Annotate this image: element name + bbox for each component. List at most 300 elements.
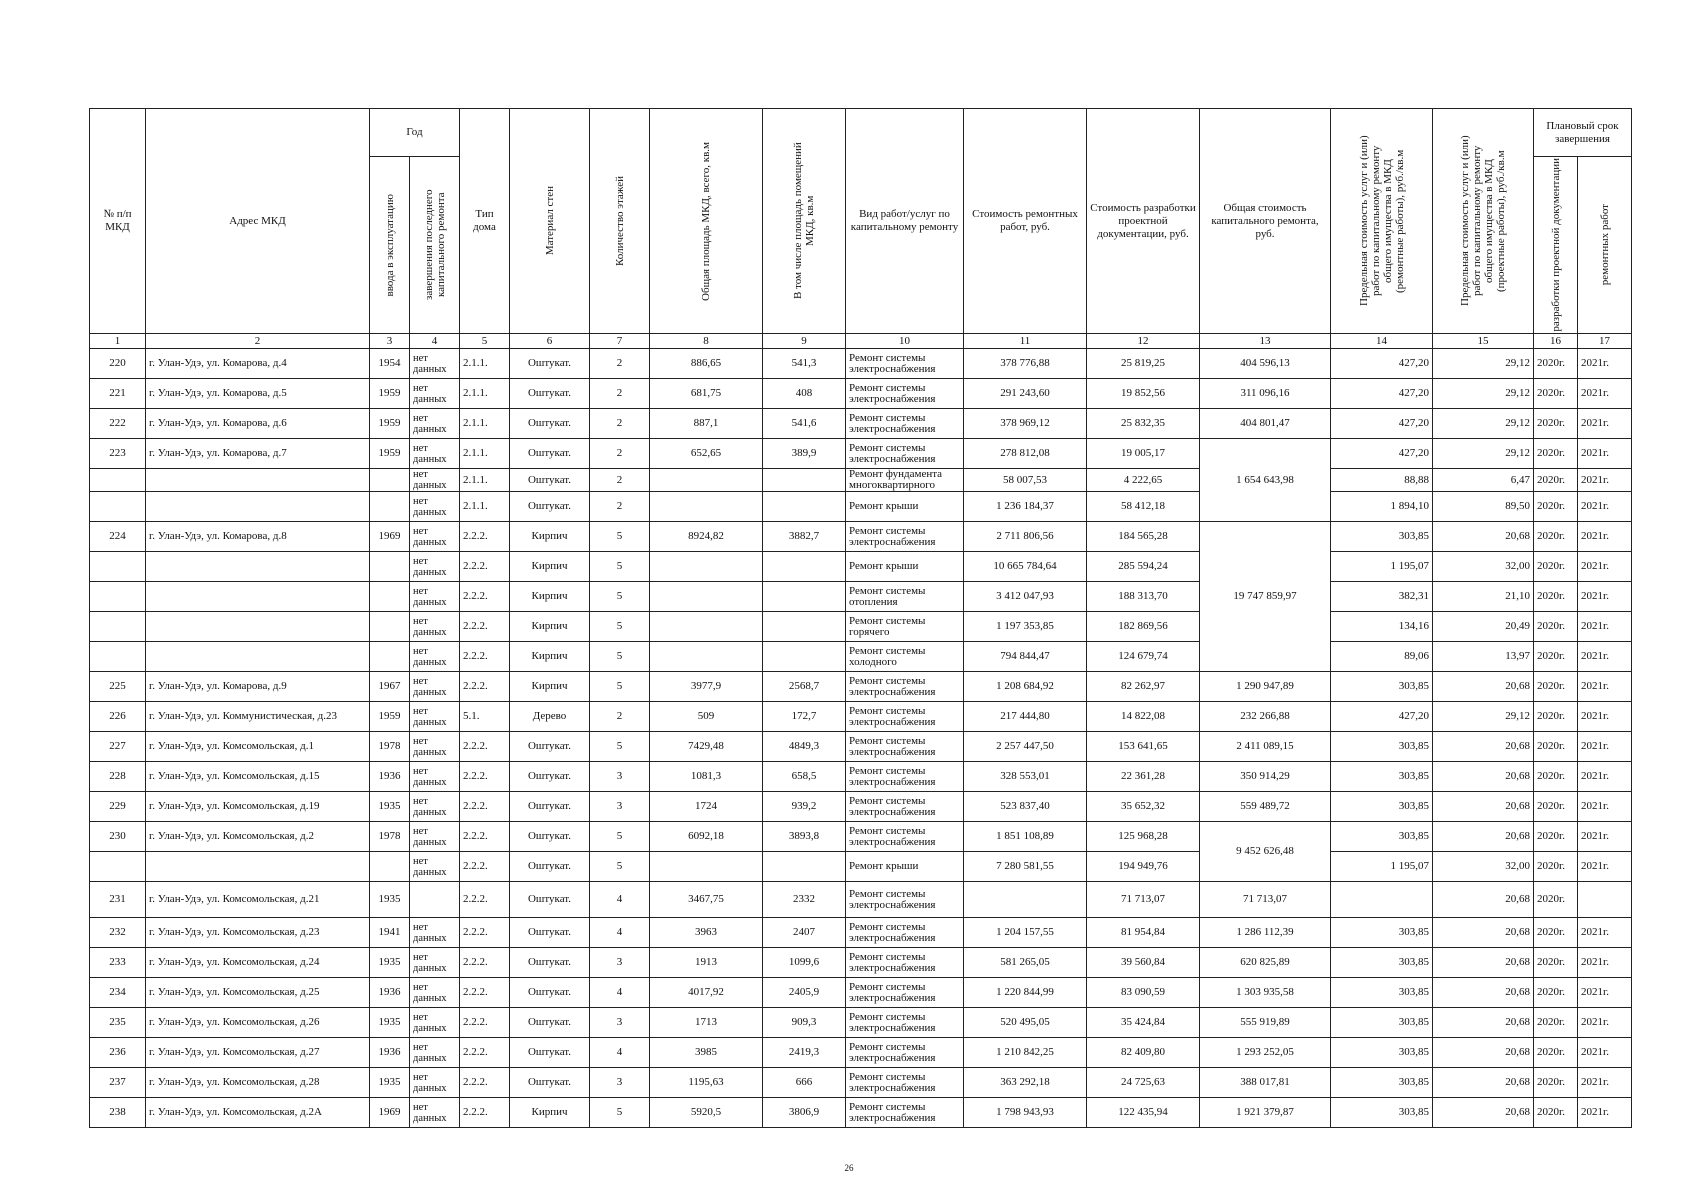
- cell-repair-cost: 1 197 353,85: [964, 612, 1087, 642]
- cell-year-last-repair: нет данных: [410, 762, 460, 792]
- cell-floors: 5: [590, 522, 650, 552]
- cell-repair-cost: 1 798 943,93: [964, 1098, 1087, 1128]
- cell-limit-design: 20,68: [1433, 792, 1534, 822]
- cell-limit-repair: 303,85: [1331, 672, 1433, 702]
- cell-address: г. Улан-Удэ, ул. Комсомольская, д.23: [146, 918, 370, 948]
- cell-address: г. Улан-Удэ, ул. Коммунистическая, д.23: [146, 702, 370, 732]
- cell-design-cost: 81 954,84: [1087, 918, 1200, 948]
- cell-total-area: 7429,48: [650, 732, 763, 762]
- cell-floors: 3: [590, 1008, 650, 1038]
- cell-address: [146, 492, 370, 522]
- cell-work-type: Ремонт крыши: [846, 552, 964, 582]
- cell-house-type: 2.2.2.: [460, 1038, 510, 1068]
- cell-year-commission: [370, 469, 410, 492]
- header-year-commission-text: ввода в эксплуатацию: [383, 193, 396, 297]
- cell-premises-area: [763, 469, 846, 492]
- cell-year-commission: 1967: [370, 672, 410, 702]
- cell-total-cost: 1 303 935,58: [1200, 978, 1331, 1008]
- cell-deadline-repair: 2021г.: [1578, 672, 1632, 702]
- cell-design-cost: 4 222,65: [1087, 469, 1200, 492]
- cell-design-cost: 184 565,28: [1087, 522, 1200, 552]
- column-number-cell: 7: [590, 334, 650, 349]
- cell-premises-area: 4849,3: [763, 732, 846, 762]
- cell-house-type: 2.2.2.: [460, 1008, 510, 1038]
- cell-limit-repair: 1 195,07: [1331, 552, 1433, 582]
- cell-num: [90, 492, 146, 522]
- table-row: [90, 1098, 1632, 1128]
- cell-repair-cost: 378 776,88: [964, 349, 1087, 379]
- cell-limit-repair: 303,85: [1331, 918, 1433, 948]
- cell-address: [146, 852, 370, 882]
- table-row: [90, 552, 1632, 582]
- table-row: [90, 1038, 1632, 1068]
- cell-floors: 3: [590, 1068, 650, 1098]
- cell-floors: 2: [590, 439, 650, 469]
- cell-total-cost: 232 266,88: [1200, 702, 1331, 732]
- cell-num: 220: [90, 349, 146, 379]
- header-deadline-design-text: разработки проектной документации: [1549, 158, 1562, 332]
- cell-num: 233: [90, 948, 146, 978]
- cell-deadline-design: 2020г.: [1534, 1068, 1578, 1098]
- cell-deadline-design: 2020г.: [1534, 792, 1578, 822]
- cell-wall-material: Оштукат.: [510, 732, 590, 762]
- cell-limit-design: 13,97: [1433, 642, 1534, 672]
- cell-wall-material: Дерево: [510, 702, 590, 732]
- cell-work-type: Ремонт системы электроснабжения: [846, 409, 964, 439]
- cell-work-type: Ремонт системы электроснабжения: [846, 1038, 964, 1068]
- cell-house-type: 2.2.2.: [460, 822, 510, 852]
- cell-year-last-repair: нет данных: [410, 469, 460, 492]
- cell-work-type: Ремонт фундамента многоквартирного: [846, 469, 964, 492]
- cell-total-area: 886,65: [650, 349, 763, 379]
- cell-deadline-repair: 2021г.: [1578, 822, 1632, 852]
- cell-total-cost: 1 921 379,87: [1200, 1098, 1331, 1128]
- cell-house-type: 2.2.2.: [460, 978, 510, 1008]
- cell-year-commission: [370, 612, 410, 642]
- cell-house-type: 2.2.2.: [460, 792, 510, 822]
- cell-wall-material: Оштукат.: [510, 882, 590, 918]
- cell-total-area: 1724: [650, 792, 763, 822]
- cell-premises-area: 408: [763, 379, 846, 409]
- cell-repair-cost: 1 220 844,99: [964, 978, 1087, 1008]
- cell-deadline-design: 2020г.: [1534, 948, 1578, 978]
- cell-year-last-repair: нет данных: [410, 852, 460, 882]
- cell-address: г. Улан-Удэ, ул. Комсомольская, д.1: [146, 732, 370, 762]
- cell-total-cost: 388 017,81: [1200, 1068, 1331, 1098]
- cell-num: 225: [90, 672, 146, 702]
- header-deadline-repair-text: ремонтных работ: [1598, 204, 1611, 286]
- header-num: № п/п МКД: [90, 109, 146, 334]
- cell-premises-area: 3893,8: [763, 822, 846, 852]
- column-number-cell: 10: [846, 334, 964, 349]
- cell-house-type: 2.1.1.: [460, 349, 510, 379]
- table-row: [90, 582, 1632, 612]
- cell-year-commission: [370, 582, 410, 612]
- cell-total-cost-merged: 9 452 626,48: [1200, 822, 1331, 882]
- cell-premises-area: 541,6: [763, 409, 846, 439]
- header-repair-cost: Стоимость ремонтных работ, руб.: [964, 109, 1087, 334]
- cell-work-type: Ремонт крыши: [846, 492, 964, 522]
- cell-design-cost: 125 968,28: [1087, 822, 1200, 852]
- cell-deadline-design: 2020г.: [1534, 612, 1578, 642]
- table-row: [90, 852, 1632, 882]
- cell-total-area: 3985: [650, 1038, 763, 1068]
- cell-repair-cost: 278 812,08: [964, 439, 1087, 469]
- cell-total-area: 1195,63: [650, 1068, 763, 1098]
- cell-year-commission: 1936: [370, 1038, 410, 1068]
- page-number: 26: [844, 1163, 854, 1173]
- cell-repair-cost: 2 257 447,50: [964, 732, 1087, 762]
- cell-deadline-repair: 2021г.: [1578, 409, 1632, 439]
- cell-year-last-repair: нет данных: [410, 1098, 460, 1128]
- cell-num: [90, 612, 146, 642]
- cell-deadline-design: 2020г.: [1534, 978, 1578, 1008]
- cell-year-last-repair: нет данных: [410, 978, 460, 1008]
- cell-limit-design: 20,68: [1433, 672, 1534, 702]
- cell-total-area: [650, 642, 763, 672]
- table-row: [90, 522, 1632, 552]
- header-limit-design-text: Предельная стоимость услуг и (или) работ по капитальному ремонту общего имущества в МКД (проектные работы), руб./кв.м: [1459, 135, 1507, 307]
- cell-num: [90, 642, 146, 672]
- cell-address: г. Улан-Удэ, ул. Комарова, д.8: [146, 522, 370, 552]
- cell-deadline-design: 2020г.: [1534, 732, 1578, 762]
- cell-house-type: 2.2.2.: [460, 552, 510, 582]
- header-limit-repair-text: Предельная стоимость услуг и (или) работ по капитальному ремонту общего имущества в МКД (ремонтные работы), руб./кв.м: [1357, 135, 1406, 307]
- cell-design-cost: 122 435,94: [1087, 1098, 1200, 1128]
- table-row: [90, 612, 1632, 642]
- cell-total-cost: 2 411 089,15: [1200, 732, 1331, 762]
- column-number-cell: 17: [1578, 334, 1632, 349]
- cell-work-type: Ремонт системы горячего: [846, 612, 964, 642]
- cell-wall-material: Оштукат.: [510, 822, 590, 852]
- cell-floors: 5: [590, 822, 650, 852]
- cell-total-area: [650, 582, 763, 612]
- cell-limit-repair: 303,85: [1331, 732, 1433, 762]
- cell-floors: 5: [590, 732, 650, 762]
- cell-total-area: 8924,82: [650, 522, 763, 552]
- cell-work-type: Ремонт системы электроснабжения: [846, 702, 964, 732]
- cell-total-cost: 71 713,07: [1200, 882, 1331, 918]
- cell-premises-area: 3882,7: [763, 522, 846, 552]
- cell-wall-material: Оштукат.: [510, 439, 590, 469]
- cell-design-cost: 14 822,08: [1087, 702, 1200, 732]
- cell-limit-design: 29,12: [1433, 379, 1534, 409]
- cell-address: г. Улан-Удэ, ул. Комсомольская, д.28: [146, 1068, 370, 1098]
- cell-deadline-repair: 2021г.: [1578, 522, 1632, 552]
- cell-repair-cost: 3 412 047,93: [964, 582, 1087, 612]
- cell-year-commission: 1959: [370, 702, 410, 732]
- cell-total-cost: 1 290 947,89: [1200, 672, 1331, 702]
- cell-work-type: Ремонт системы электроснабжения: [846, 948, 964, 978]
- table-row: [90, 792, 1632, 822]
- cell-design-cost: 194 949,76: [1087, 852, 1200, 882]
- header-year-commission: [370, 157, 410, 334]
- cell-address: г. Улан-Удэ, ул. Комсомольская, д.19: [146, 792, 370, 822]
- header-total-area: [650, 109, 763, 334]
- cell-wall-material: Кирпич: [510, 642, 590, 672]
- cell-repair-cost: 58 007,53: [964, 469, 1087, 492]
- cell-limit-design: 20,68: [1433, 918, 1534, 948]
- table-row: [90, 702, 1632, 732]
- cell-repair-cost: 378 969,12: [964, 409, 1087, 439]
- cell-wall-material: Кирпич: [510, 672, 590, 702]
- cell-year-last-repair: нет данных: [410, 552, 460, 582]
- header-premises-area: [763, 109, 846, 334]
- cell-total-area: 3977,9: [650, 672, 763, 702]
- cell-wall-material: Оштукат.: [510, 948, 590, 978]
- cell-premises-area: [763, 642, 846, 672]
- cell-year-last-repair: [410, 882, 460, 918]
- cell-premises-area: 172,7: [763, 702, 846, 732]
- cell-floors: 4: [590, 978, 650, 1008]
- cell-deadline-repair: 2021г.: [1578, 852, 1632, 882]
- cell-num: 237: [90, 1068, 146, 1098]
- header-work-type: Вид работ/услуг по капитальному ремонту: [846, 109, 964, 334]
- cell-wall-material: Оштукат.: [510, 469, 590, 492]
- table-row: [90, 978, 1632, 1008]
- header-deadline-repair: [1578, 157, 1632, 334]
- cell-work-type: Ремонт системы электроснабжения: [846, 439, 964, 469]
- cell-year-commission: [370, 852, 410, 882]
- cell-deadline-repair: 2021г.: [1578, 439, 1632, 469]
- column-number-cell: 16: [1534, 334, 1578, 349]
- table-row: [90, 732, 1632, 762]
- cell-floors: 5: [590, 612, 650, 642]
- cell-work-type: Ремонт системы электроснабжения: [846, 1098, 964, 1128]
- cell-work-type: Ремонт системы холодного: [846, 642, 964, 672]
- cell-house-type: 2.2.2.: [460, 612, 510, 642]
- cell-design-cost: 22 361,28: [1087, 762, 1200, 792]
- cell-address: г. Улан-Удэ, ул. Комсомольская, д.2А: [146, 1098, 370, 1128]
- cell-floors: 2: [590, 492, 650, 522]
- cell-wall-material: Кирпич: [510, 1098, 590, 1128]
- column-number-cell: 12: [1087, 334, 1200, 349]
- cell-work-type: Ремонт системы электроснабжения: [846, 1068, 964, 1098]
- cell-year-last-repair: нет данных: [410, 702, 460, 732]
- cell-limit-design: 32,00: [1433, 852, 1534, 882]
- cell-total-area: 681,75: [650, 379, 763, 409]
- cell-address: г. Улан-Удэ, ул. Комсомольская, д.21: [146, 882, 370, 918]
- cell-address: г. Улан-Удэ, ул. Комсомольская, д.26: [146, 1008, 370, 1038]
- header-floors-text: Количество этажей: [613, 175, 626, 267]
- cell-total-cost: 350 914,29: [1200, 762, 1331, 792]
- cell-limit-repair: 303,85: [1331, 1068, 1433, 1098]
- column-number-cell: 4: [410, 334, 460, 349]
- cell-total-cost: 620 825,89: [1200, 948, 1331, 978]
- cell-year-last-repair: нет данных: [410, 612, 460, 642]
- cell-deadline-repair: 2021г.: [1578, 492, 1632, 522]
- cell-limit-repair: 88,88: [1331, 469, 1433, 492]
- cell-address: г. Улан-Удэ, ул. Комарова, д.9: [146, 672, 370, 702]
- cell-limit-design: 29,12: [1433, 349, 1534, 379]
- cell-total-cost-merged: 19 747 859,97: [1200, 522, 1331, 672]
- table-row: [90, 762, 1632, 792]
- cell-total-area: [650, 469, 763, 492]
- cell-wall-material: Оштукат.: [510, 1008, 590, 1038]
- cell-num: [90, 552, 146, 582]
- cell-premises-area: 909,3: [763, 1008, 846, 1038]
- cell-wall-material: Оштукат.: [510, 978, 590, 1008]
- table-header: [90, 109, 1632, 349]
- cell-year-last-repair: нет данных: [410, 1038, 460, 1068]
- cell-house-type: 2.2.2.: [460, 918, 510, 948]
- cell-floors: 5: [590, 642, 650, 672]
- cell-limit-repair: 303,85: [1331, 762, 1433, 792]
- header-total-cost: Общая стоимость капитального ремонта, руб.: [1200, 109, 1331, 334]
- capital-repair-table: [89, 108, 1632, 1128]
- cell-limit-repair: 427,20: [1331, 409, 1433, 439]
- column-number-cell: 8: [650, 334, 763, 349]
- cell-deadline-design: 2020г.: [1534, 469, 1578, 492]
- cell-address: г. Улан-Удэ, ул. Комарова, д.6: [146, 409, 370, 439]
- table-row: [90, 379, 1632, 409]
- table-row: [90, 822, 1632, 852]
- cell-limit-repair: 134,16: [1331, 612, 1433, 642]
- cell-premises-area: [763, 552, 846, 582]
- cell-house-type: 2.2.2.: [460, 762, 510, 792]
- cell-year-last-repair: нет данных: [410, 822, 460, 852]
- cell-design-cost: 71 713,07: [1087, 882, 1200, 918]
- cell-repair-cost: 7 280 581,55: [964, 852, 1087, 882]
- cell-repair-cost: 520 495,05: [964, 1008, 1087, 1038]
- cell-house-type: 2.2.2.: [460, 1098, 510, 1128]
- cell-deadline-repair: 2021г.: [1578, 469, 1632, 492]
- cell-house-type: 2.1.1.: [460, 492, 510, 522]
- cell-floors: 2: [590, 409, 650, 439]
- table-row: [90, 1068, 1632, 1098]
- cell-floors: 2: [590, 379, 650, 409]
- cell-deadline-design: 2020г.: [1534, 882, 1578, 918]
- cell-premises-area: 3806,9: [763, 1098, 846, 1128]
- header-wall-material: [510, 109, 590, 334]
- cell-limit-design: 29,12: [1433, 409, 1534, 439]
- cell-year-commission: 1978: [370, 822, 410, 852]
- cell-deadline-repair: 2021г.: [1578, 642, 1632, 672]
- cell-repair-cost: 1 208 684,92: [964, 672, 1087, 702]
- column-number-cell: 11: [964, 334, 1087, 349]
- cell-year-last-repair: нет данных: [410, 948, 460, 978]
- table-row: [90, 439, 1632, 469]
- cell-house-type: 2.2.2.: [460, 948, 510, 978]
- cell-wall-material: Оштукат.: [510, 852, 590, 882]
- cell-premises-area: 1099,6: [763, 948, 846, 978]
- cell-limit-design: 20,68: [1433, 762, 1534, 792]
- cell-deadline-design: 2020г.: [1534, 642, 1578, 672]
- cell-deadline-repair: 2021г.: [1578, 1008, 1632, 1038]
- cell-year-commission: [370, 552, 410, 582]
- cell-wall-material: Оштукат.: [510, 379, 590, 409]
- cell-address: [146, 642, 370, 672]
- column-number-cell: 13: [1200, 334, 1331, 349]
- cell-total-cost: 1 293 252,05: [1200, 1038, 1331, 1068]
- cell-wall-material: Кирпич: [510, 612, 590, 642]
- cell-limit-repair: 427,20: [1331, 702, 1433, 732]
- cell-design-cost: 39 560,84: [1087, 948, 1200, 978]
- table-row: [90, 492, 1632, 522]
- cell-address: г. Улан-Удэ, ул. Комсомольская, д.15: [146, 762, 370, 792]
- cell-work-type: Ремонт системы электроснабжения: [846, 792, 964, 822]
- header-total-area-text: Общая площадь МКД, всего, кв.м: [700, 141, 712, 301]
- cell-deadline-repair: 2021г.: [1578, 792, 1632, 822]
- cell-deadline-repair: 2021г.: [1578, 552, 1632, 582]
- cell-year-commission: 1978: [370, 732, 410, 762]
- cell-deadline-design: 2020г.: [1534, 492, 1578, 522]
- cell-premises-area: 389,9: [763, 439, 846, 469]
- cell-repair-cost: 1 210 842,25: [964, 1038, 1087, 1068]
- cell-year-commission: 1959: [370, 379, 410, 409]
- cell-design-cost: 82 262,97: [1087, 672, 1200, 702]
- cell-house-type: 2.2.2.: [460, 582, 510, 612]
- header-floors: [590, 109, 650, 334]
- cell-repair-cost: 1 851 108,89: [964, 822, 1087, 852]
- cell-premises-area: 2405,9: [763, 978, 846, 1008]
- cell-deadline-design: 2020г.: [1534, 672, 1578, 702]
- cell-floors: 5: [590, 582, 650, 612]
- cell-num: 231: [90, 882, 146, 918]
- cell-limit-design: 6,47: [1433, 469, 1534, 492]
- cell-house-type: 2.1.1.: [460, 439, 510, 469]
- cell-limit-design: 20,68: [1433, 882, 1534, 918]
- cell-total-area: [650, 552, 763, 582]
- header-house-type: Тип дома: [460, 109, 510, 334]
- table-row: [90, 918, 1632, 948]
- cell-num: 232: [90, 918, 146, 948]
- cell-year-commission: 1969: [370, 522, 410, 552]
- cell-limit-design: 20,68: [1433, 522, 1534, 552]
- cell-deadline-design: 2020г.: [1534, 762, 1578, 792]
- cell-address: г. Улан-Удэ, ул. Комарова, д.7: [146, 439, 370, 469]
- cell-repair-cost: 1 236 184,37: [964, 492, 1087, 522]
- cell-year-commission: 1935: [370, 1008, 410, 1038]
- cell-year-last-repair: нет данных: [410, 732, 460, 762]
- cell-wall-material: Кирпич: [510, 552, 590, 582]
- cell-floors: 2: [590, 349, 650, 379]
- cell-deadline-design: 2020г.: [1534, 379, 1578, 409]
- cell-deadline-repair: 2021г.: [1578, 582, 1632, 612]
- cell-premises-area: 2332: [763, 882, 846, 918]
- cell-year-last-repair: нет данных: [410, 642, 460, 672]
- cell-year-commission: 1969: [370, 1098, 410, 1128]
- cell-total-area: [650, 852, 763, 882]
- cell-work-type: Ремонт системы электроснабжения: [846, 522, 964, 552]
- cell-house-type: 2.2.2.: [460, 882, 510, 918]
- cell-address: г. Улан-Удэ, ул. Комсомольская, д.2: [146, 822, 370, 852]
- cell-year-last-repair: нет данных: [410, 379, 460, 409]
- cell-floors: 3: [590, 948, 650, 978]
- cell-year-last-repair: нет данных: [410, 918, 460, 948]
- cell-premises-area: 939,2: [763, 792, 846, 822]
- column-number-row: [90, 334, 1632, 349]
- cell-total-area: 509: [650, 702, 763, 732]
- cell-limit-design: 20,49: [1433, 612, 1534, 642]
- header-deadline-design: [1534, 157, 1578, 334]
- cell-design-cost: 35 652,32: [1087, 792, 1200, 822]
- cell-design-cost: 19 005,17: [1087, 439, 1200, 469]
- cell-deadline-repair: 2021г.: [1578, 948, 1632, 978]
- header-premises-area-text: В том числе площадь помещений МКД, кв.м: [792, 142, 816, 300]
- cell-total-cost: 559 489,72: [1200, 792, 1331, 822]
- cell-deadline-design: 2020г.: [1534, 1098, 1578, 1128]
- cell-repair-cost: 291 243,60: [964, 379, 1087, 409]
- column-number-cell: 14: [1331, 334, 1433, 349]
- header-wall-material-text: Материал стен: [543, 186, 556, 256]
- table-row: [90, 1008, 1632, 1038]
- cell-limit-repair: 303,85: [1331, 1038, 1433, 1068]
- cell-limit-repair: 303,85: [1331, 948, 1433, 978]
- cell-limit-design: 20,68: [1433, 822, 1534, 852]
- cell-wall-material: Оштукат.: [510, 409, 590, 439]
- cell-house-type: 2.2.2.: [460, 1068, 510, 1098]
